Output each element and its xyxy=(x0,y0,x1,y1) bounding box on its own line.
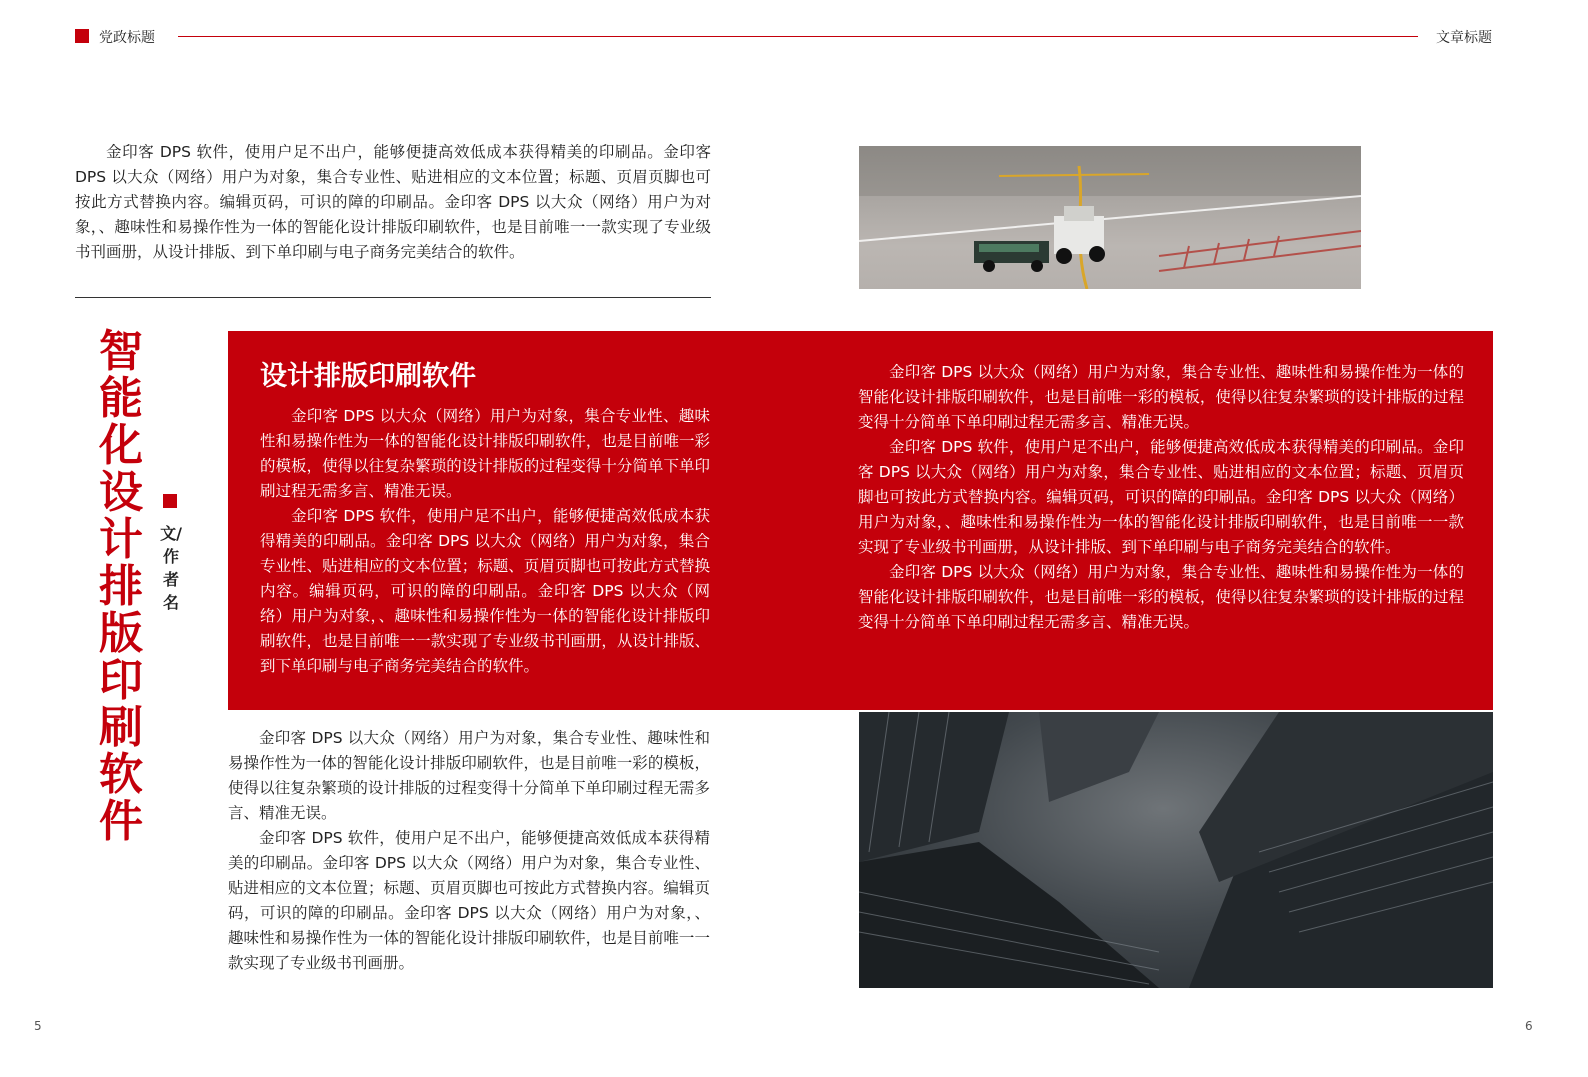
header-accent-square xyxy=(75,29,89,43)
feature-heading: 设计排版印刷软件 xyxy=(260,361,476,392)
header-divider xyxy=(178,36,1418,37)
bottom-paragraph: 金印客 DPS 软件，使用户足不出户，能够便捷高效低成本获得精美的印刷品。金印客 DPS 以大众（网络）用户为对象，集合专业性、贴进相应的文本位置；标题、页眉页脚也可按此方式替换内容。编辑页码，可识的障的印刷品。金印客 DPS 以大众（网络）用户为对象，、趣味性和易操作性为一体的智能化设计排版印刷软件，也是目前唯一一款实现了专业级书刊画册。 xyxy=(228,829,710,972)
feature-right-paragraph: 金印客 DPS 以大众（网络）用户为对象，集合专业性、趣味性和易操作性为一体的智能化设计排版印刷软件，也是目前唯一彩的模板，使得以往复杂繁琐的设计排版的过程变得十分简单下单印刷过程无需多言、精准无误。 xyxy=(858,363,1464,431)
airport-apron-photo xyxy=(859,146,1361,289)
bottom-text-column xyxy=(228,726,710,976)
feature-right-paragraph: 金印客 DPS 以大众（网络）用户为对象，集合专业性、趣味性和易操作性为一体的智能化设计排版印刷软件，也是目前唯一彩的模板，使得以往复杂繁琐的设计排版的过程变得十分简单下单印刷过程无需多言、精准无误。 xyxy=(858,563,1464,631)
intro-divider xyxy=(75,297,711,298)
header-right-title: 文章标题 xyxy=(1436,30,1492,46)
feature-left-column xyxy=(260,404,710,679)
airport-apron-illustration xyxy=(859,146,1361,289)
feature-right-paragraph: 金印客 DPS 软件，使用户足不出户，能够便捷高效低成本获得精美的印刷品。金印客 DPS 以大众（网络）用户为对象，集合专业性、贴进相应的文本位置；标题、页眉页脚也可按此方式替换内容。编辑页码，可识的障的印刷品。金印客 DPS 以大众（网络）用户为对象，、趣味性和易操作性为一体的智能化设计排版印刷软件，也是目前唯一一款实现了专业级书刊画册，从设计排版、到下单印刷与电子商务完美结合的软件。 xyxy=(858,438,1464,556)
bottom-paragraph: 金印客 DPS 以大众（网络）用户为对象，集合专业性、趣味性和易操作性为一体的智能化设计排版印刷软件，也是目前唯一彩的模板，使得以往复杂繁琐的设计排版的过程变得十分简单下单印刷过程无需多言、精准无误。 xyxy=(228,729,710,822)
header-left-title: 党政标题 xyxy=(99,30,155,46)
skyscrapers-illustration xyxy=(859,712,1493,988)
feature-left-paragraph: 金印客 DPS 软件，使用户足不出户，能够便捷高效低成本获得精美的印刷品。金印客 DPS 以大众（网络）用户为对象，集合专业性、贴进相应的文本位置；标题、页眉页脚也可按此方式替换内容。编辑页码，可识的障的印刷品。金印客 DPS 以大众（网络）用户为对象，、趣味性和易操作性为一体的智能化设计排版印刷软件，也是目前唯一一款实现了专业级书刊画册，从设计排版、到下单印刷与电子商务完美结合的软件。 xyxy=(260,507,710,675)
feature-right-column xyxy=(858,360,1464,635)
author-byline: 文/作者名 xyxy=(160,524,182,612)
intro-paragraph: 金印客 DPS 软件，使用户足不出户，能够便捷高效低成本获得精美的印刷品。金印客 DPS 以大众（网络）用户为对象，集合专业性、贴进相应的文本位置；标题、页眉页脚也可按此方式替换内容。编辑页码，可识的障的印刷品。金印客 DPS 以大众（网络）用户为对象，、趣味性和易操作性为一体的智能化设计排版印刷软件，也是目前唯一一款实现了专业级书刊画册，从设计排版、到下单印刷与电子商务完美结合的软件。 xyxy=(75,143,711,261)
page-number-right: 6 xyxy=(1525,1019,1533,1033)
feature-left-paragraph: 金印客 DPS 以大众（网络）用户为对象，集合专业性、趣味性和易操作性为一体的智能化设计排版印刷软件，也是目前唯一彩的模板，使得以往复杂繁琐的设计排版的过程变得十分简单下单印刷过程无需多言、精准无误。 xyxy=(260,407,710,500)
skyscrapers-photo xyxy=(859,712,1493,988)
page-number-left: 5 xyxy=(34,1019,42,1033)
intro-paragraph-block xyxy=(75,140,711,265)
vertical-article-title: 智能化设计排版印刷软件 xyxy=(99,326,143,847)
author-accent-square xyxy=(163,494,177,508)
